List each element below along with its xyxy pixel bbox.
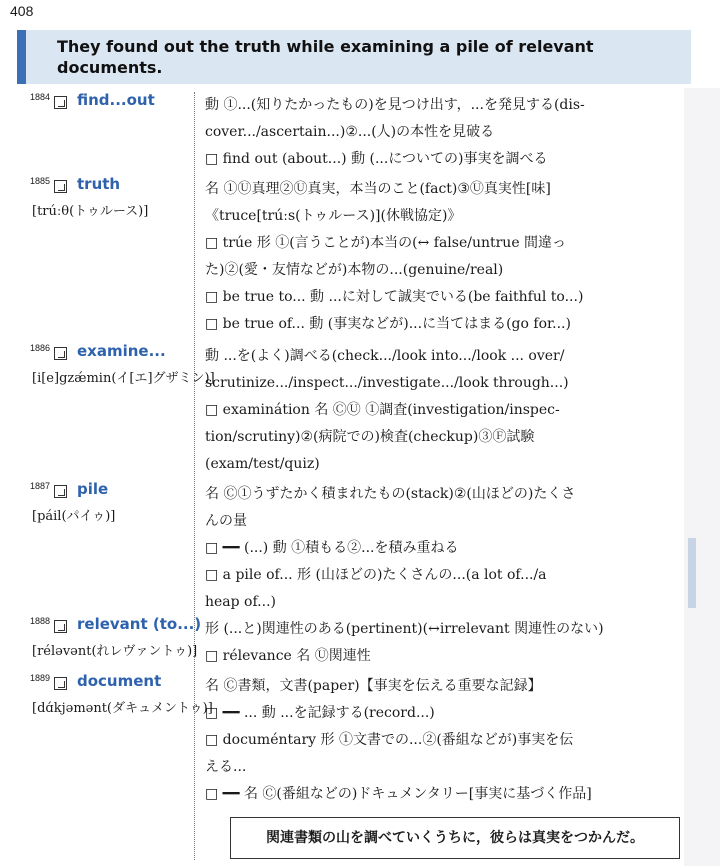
checkbox-icon[interactable]	[54, 180, 67, 193]
definition-line: □ trúe 形 ①(言うことが)本当の(↔ false/untrue 間違っ	[205, 235, 567, 251]
checkbox-icon[interactable]	[54, 347, 67, 360]
definition-line: 名 ①Ⓤ真理②Ⓤ真実，本当のこと(fact)③Ⓤ真実性[味]	[205, 181, 551, 197]
definition-block	[205, 673, 665, 808]
entry-number: 1889	[30, 673, 51, 683]
definition-line: んの量	[205, 513, 247, 529]
definition-block	[205, 176, 665, 338]
definition-line: 《truce[trúːs(トゥルース)](休戦協定)》	[205, 208, 462, 224]
headword: relevant (to...)	[77, 615, 202, 633]
definition-line: (exam/test/quiz)	[205, 456, 320, 472]
definition-line: □ ━━ ... 動 ...を記録する(record...)	[205, 705, 435, 721]
headword: pile	[77, 480, 109, 498]
pronunciation: [páil(パイゥ)]	[32, 509, 116, 524]
definition-line: cover.../ascertain...)②...(人)の本性を見破る	[205, 124, 495, 140]
definition-line: □ documéntary 形 ①文書での...②(番組などが)事実を伝	[205, 732, 574, 748]
definition-block	[205, 92, 665, 173]
column-divider	[194, 92, 195, 860]
definition-line: □ examinátion 名 ⒸⓊ ①調査(investigation/inspec-	[205, 402, 560, 418]
entry-number: 1884	[30, 92, 51, 102]
definition-line: □ be true to... 動 ...に対して誠実でいる(be faithful to...)	[205, 289, 584, 305]
headword: find...out	[77, 91, 155, 109]
entry-number: 1887	[30, 481, 51, 491]
definition-block	[205, 343, 665, 478]
checkbox-icon[interactable]	[54, 677, 67, 690]
headword: truth	[77, 175, 121, 193]
definition-line: 形 (...と)関連性のある(pertinent)(↔irrelevant 関連性のない)	[205, 621, 604, 637]
headword: document	[77, 672, 162, 690]
entry-number: 1886	[30, 343, 51, 353]
definition-line: た)②(愛・友情などが)本物の...(genuine/real)	[205, 262, 504, 278]
definition-line: □ ━━ (...) 動 ①積もる②...を積み重ねる	[205, 540, 459, 556]
pronunciation: [réləvənt(れレヴァントゥ)]	[32, 644, 198, 659]
translation-box: 関連書類の山を調べていくうちに，彼らは真実をつかんだ。	[230, 817, 680, 859]
definition-line: 名 Ⓒ①うずたかく積まれたもの(stack)②(山ほどの)たくさ	[205, 486, 576, 502]
definition-line: scrutinize.../inspect.../investigate.../look through...)	[205, 375, 569, 391]
definition-line: 動 ①...(知りたかったもの)を見つけ出す，...を発見する(dis-	[205, 97, 585, 113]
headword: examine...	[77, 342, 166, 360]
pronunciation: [i[e]gzǽmin(イ[エ]グザミン)]	[32, 371, 215, 386]
page-number: 408	[10, 3, 34, 19]
definition-line: □ find out (about...) 動 (...についての)事実を調べる	[205, 151, 548, 167]
definition-line: える...	[205, 759, 247, 775]
definition-block	[205, 616, 665, 670]
pronunciation: [trúːθ(トゥルース)]	[32, 204, 149, 219]
checkbox-icon[interactable]	[54, 485, 67, 498]
banner-accent-bar	[17, 30, 26, 84]
definition-line: □ ━━ 名 Ⓒ(番組などの)ドキュメンタリー[事実に基づく作品]	[205, 786, 592, 802]
example-sentence: They found out the truth while examining a pile of relevant documents.	[57, 37, 594, 77]
page-edge	[684, 88, 720, 866]
pronunciation: [dɑ́kjəmənt(ダキュメントゥ)]	[32, 701, 213, 716]
entry-number: 1888	[30, 616, 51, 626]
checkbox-icon[interactable]	[54, 620, 67, 633]
definition-line: 動 ...を(よく)調べる(check.../look into.../look ... over/	[205, 348, 565, 364]
definition-line: tion/scrutiny)②(病院での)検査(checkup)③Ⓕ試験	[205, 429, 535, 445]
definition-line: □ rélevance 名 Ⓤ関連性	[205, 648, 371, 664]
checkbox-icon[interactable]	[54, 96, 67, 109]
definition-line: heap of...)	[205, 594, 276, 610]
definition-block	[205, 481, 665, 616]
definition-line: □ be true of... 動 (事実などが)...に当てはまる(go for...)	[205, 316, 571, 332]
definition-line: 名 Ⓒ書類，文書(paper)【事実を伝える重要な記録】	[205, 678, 542, 694]
example-sentence-banner	[17, 30, 691, 84]
thumb-tab	[688, 538, 696, 608]
definition-line: □ a pile of... 形 (山ほどの)たくさんの...(a lot of.../a	[205, 567, 547, 583]
entry-number: 1885	[30, 176, 51, 186]
